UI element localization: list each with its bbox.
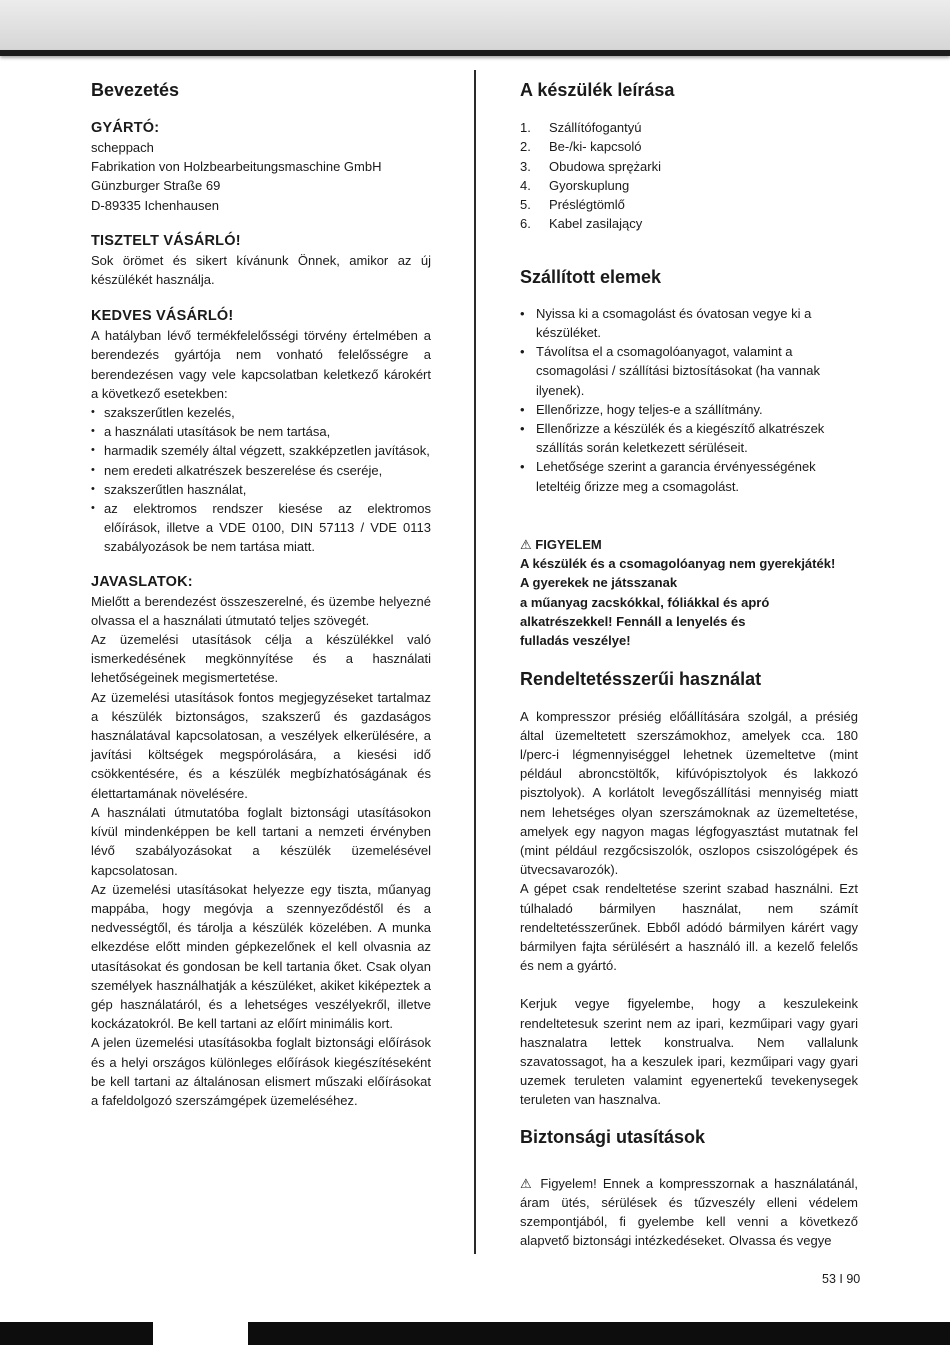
warning-heading (520, 535, 858, 554)
intended-use-paragraph: Kerjuk vegye figyelembe, hogy a keszulekeink rendeltetesuk szerint nem az ipari, kezműipari vagy gyari hasznalatra lettek konstrualva. Nem vallalunk szavatossagot, ha a keszulek ipari, kezműipari vagy gyari uzemek teruleten valamint egyenertekű tevekenysegek teruleten van hasznalva. (520, 996, 858, 1108)
list-item: • a használati utasítások be nem tartása, (91, 422, 431, 441)
dear-customer-heading-2: KEDVES VÁSÁRLÓ! (91, 308, 234, 325)
list-item (520, 157, 858, 176)
item-number: 4. (520, 177, 531, 193)
header-rule (0, 50, 950, 56)
item-label: Be-/ki- kapcsoló (549, 139, 642, 155)
section-title-device-description: A készülék leírása (520, 80, 675, 100)
tips-heading: JAVASLATOK: (91, 573, 193, 590)
item-number: 6. (520, 216, 531, 232)
item-number: 3. (520, 158, 531, 174)
section-title-safety: Biztonsági utasítások (520, 1126, 706, 1147)
item-number: 1. (520, 120, 531, 135)
list-item (520, 118, 858, 137)
list-item: • szakszerűtlen kezelés, (91, 403, 431, 422)
tips-paragraph: A használati útmutatóba foglalt biztonsági utasításokon kívül mindenképpen be kell tartani a nemzeti érvényben lévő szabályozásokat a készülék üzemelésével kapcsolatosan. (91, 804, 431, 878)
warning-line: fulladás veszélye! (520, 633, 631, 649)
list-item (520, 176, 858, 195)
column-divider (474, 70, 476, 1254)
item-label: Préslégtömlő (549, 197, 625, 213)
list-item: • harmadik személy által végzett, szakképzetlen javítások, (91, 441, 431, 460)
item-label: Szállítófogantyú (549, 120, 642, 135)
liability-list (91, 403, 431, 557)
page-number: 53 I 90 (822, 1272, 861, 1286)
header-band (0, 0, 950, 50)
section-title-introduction: Bevezetés (91, 80, 180, 100)
tips-paragraph: Mielőtt a berendezést összeszerelné, és üzembe helyezné olvassa el a használati útmutató teljes szövegét. (91, 593, 431, 628)
footer-bar-left (0, 1322, 153, 1345)
liability-text: A hatályban lévő termékfelelősségi törvény értelmében a berendezés gyártója nem vonható felelősségre a berendezésen vagy vele kapcsolatban keletkező károkért a következő esetekben: (91, 328, 431, 401)
tips-paragraph: Az üzemelési utasításokat helyezze egy tiszta, műanyag mappába, hogy megóvja a szennyeződéstől és a nedvességtől, és tárolja a készülék közelében. A munka elkezdése előtt minden gépkezelőnek el kell olvasnia az utasításokat és gondosan be kell tartania őket. Csak olyan személyek használhatják a készüléket, akiket kiképeztek a gép használatáról, és a lehetséges veszélyekről, illetve kockázatokról. Be kell tartani az előírt minimális kort. (91, 881, 431, 1032)
list-item: • Ellenőrizze a készülék és a kiegészítő alkatrészek szállítás során keletkezett sérüléseit. (520, 419, 858, 457)
left-column (91, 76, 431, 1110)
item-label: Gyorskuplung (549, 177, 630, 193)
list-item: • Távolítsa el a csomagolóanyagot, valamint a csomagolási / szállítási biztosításokat (ha vannak ilyenek). (520, 342, 858, 400)
tips-paragraph: A jelen üzemelési utasításokba foglalt biztonsági előírások és a helyi országos különleges előírások kiegészítéseként be kell tartani az általánosan elismert műszaki előírásokat a fafeldolgozó szerszámgépek üzemeléséhez. (91, 1035, 431, 1108)
dear-customer-heading: TISZTELT VÁSÁRLÓ! (91, 232, 241, 249)
manufacturer-heading: GYÁRTÓ: (91, 120, 160, 136)
item-number: 2. (520, 139, 531, 155)
right-column (520, 76, 858, 1250)
item-number: 5. (520, 197, 531, 213)
warning-box (520, 535, 858, 651)
list-item: • Lehetősége szerint a garancia érvényességének leteltéig őrizze meg a csomagolást. (520, 457, 858, 495)
manufacturer-line: Fabrikation von Holzbearbeitungsmaschine GmbH (91, 159, 382, 175)
warning-triangle-icon: ⚠ (520, 1175, 535, 1191)
list-item (520, 214, 858, 233)
safety-paragraph (520, 1174, 858, 1251)
delivered-list (520, 304, 858, 496)
section-title-delivered-items: Szállított elemek (520, 266, 662, 287)
list-item: • az elektromos rendszer kiesése az elektromos előírások, illetve a VDE 0100, DIN 57113 / VDE 0113 szabályozások be nem tartása miatt. (91, 499, 431, 557)
manufacturer-line: D-89335 Ichenhausen (91, 197, 219, 213)
warning-line: a műanyag zacskókkal, fóliákkal és apró alkatrészekkel! Fennáll a lenyelés és (520, 594, 770, 629)
warning-triangle-icon: ⚠ (520, 536, 532, 552)
parts-list (520, 118, 858, 234)
list-item (520, 137, 858, 156)
manufacturer-line: scheppach (91, 140, 154, 155)
warning-heading-text: FIGYELEM (535, 536, 602, 552)
safety-text: Figyelem! Ennek a kompresszornak a használatánál, áram ütés, sérülések és tűzveszély elleni védelem szempontjából, fi gyelembe kell venni a következő alapvető biztonsági intézkedéseket. Olvassa és vegye (520, 1175, 858, 1249)
warning-line: A készülék és a csomagolóanyag nem gyerekjáték! (520, 556, 836, 572)
intended-use-paragraph: A kompresszor présiég előállítására szolgál, a présiég által üzemeltetett szerszámokhoz, amelyek cca. 180 l/perc-i légmennyiséggel lehetnek üzemeltetve (mint például abroncstöltők, kifúvópisztolyok és lakkozó pisztolyok). A korlátolt levegőszállítási mennyiség miatt nem lehetséges olyan szerszámoknak az üzemeltetése, amelyek egy nagyon magas légfogyasztást mutatnak fel (mint például rezgőcsiszolók, oszlopos csiszológépek és ütvecsavarozók). (520, 708, 858, 878)
list-item: • Ellenőrizze, hogy teljes-e a szállítmány. (520, 400, 858, 419)
list-item: • szakszerűtlen használat, (91, 480, 431, 499)
item-label: Obudowa sprężarki (549, 158, 661, 174)
list-item (520, 195, 858, 214)
intended-use-paragraph: A gépet csak rendeltetése szerint szabad használni. Ezt túlhaladó bármilyen használat, nem számít rendeltetésszerűnek. Ebből adódó bármilyen kárért vagy bármilyen fajta sérülésért a használó ill. a kezelő felelős és nem a gyártó. (520, 881, 858, 974)
list-item: • Nyissa ki a csomagolást és óvatosan vegye ki a készüléket. (520, 304, 858, 342)
footer-bar-right (248, 1322, 950, 1345)
section-title-intended-use: Rendeltetésszerűi használat (520, 668, 762, 689)
tips-paragraph: Az üzemelési utasítások célja a készülékkel való ismerkedésének megkönnyítése és a használati lehetőségeinek megismertetése. (91, 632, 431, 686)
tips-paragraph: Az üzemelési utasítások fontos megjegyzéseket tartalmaz a készülék biztonságos, szakszerű és gazdaságos használatával kapcsolatosan, a veszélyek elkerülésére, a javítási költségek megspórolására, a kiesési idő csökkentésére, és a készülék megbízhatóságának és élettartamának növelésére. (91, 689, 431, 801)
warning-line: A gyerekek ne játsszanak (520, 575, 678, 591)
list-item: • nem eredeti alkatrészek beszerelése és cseréje, (91, 461, 431, 480)
manufacturer-line: Günzburger Straße 69 (91, 178, 221, 194)
item-label: Kabel zasilający (549, 216, 643, 232)
dear-customer-text: Sok örömet és sikert kívánunk Önnek, amikor az új készülékét használja. (91, 252, 431, 288)
